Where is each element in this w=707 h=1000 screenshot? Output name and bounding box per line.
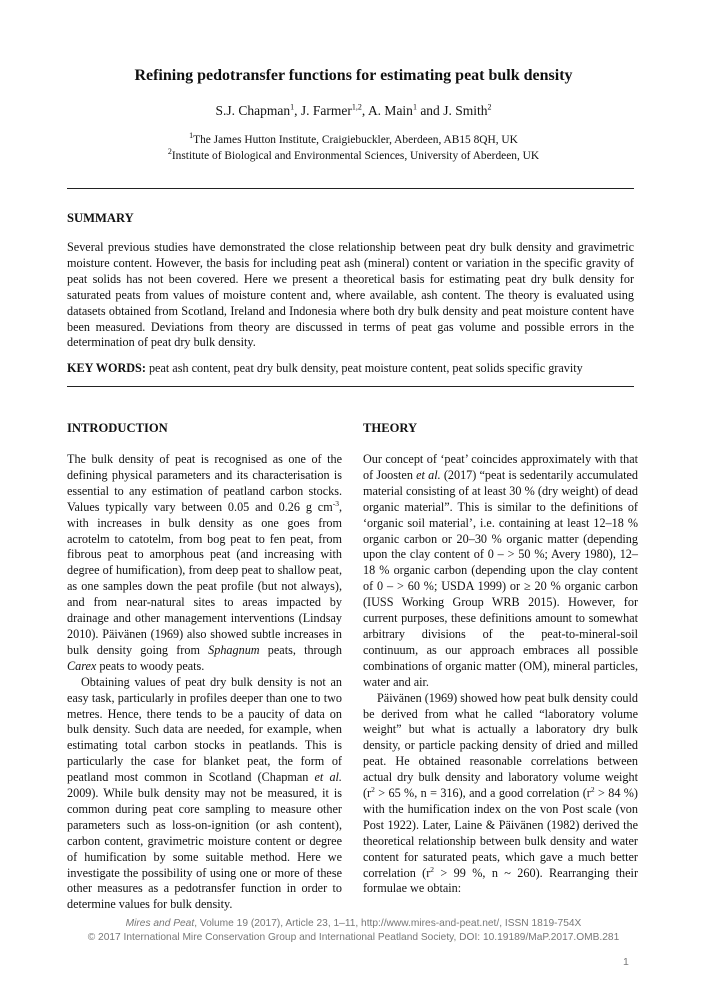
keywords-text: peat ash content, peat dry bulk density, peat moisture content, peat solids specific gravity [148, 361, 583, 375]
bottom-divider [67, 386, 634, 387]
author-separator: and [416, 103, 444, 118]
superscript: -3 [332, 498, 339, 508]
paper-title: Refining pedotransfer functions for estimating peat bulk density [134, 67, 573, 84]
footer-citation-text: , Volume 19 (2017), Article 23, 1–11, http://www.mires-and-peat.net/, ISSN 1819-754X [194, 918, 582, 929]
text-run: , with increases in bulk density as one goes from acrotelm to catotelm, from bog peat to fen peat, from fibrous peat to amorphous peat (and increasing with degree of humification), from deep peat to shallow peat, as one samples down the peat profile (but not always), and from near-natural sites to areas impacted by drainage and other management interventions (Lindsay 2010). Päivänen (1969) also showed subtle increases in bulk density going from [67, 499, 342, 657]
author-separator: , [294, 103, 301, 118]
text-run: > 99 %, n ~ 260). Rearranging their formulae we obtain: [363, 865, 639, 896]
footer-citation [0, 917, 707, 931]
text-run: Obtaining values of peat dry bulk density is not an easy task, particularly in profiles deeper than one to two metres. Hence, there tends to be a paucity of data on bulk density. Such data are needed, for example, when estimating total carbon stocks in peatlands. This is particularly the case for blanket peat, the form of peatland most common in Scotland (Chapman [67, 674, 342, 785]
keywords [67, 361, 634, 376]
theory-paragraph-2 [363, 691, 638, 898]
introduction-paragraph-2 [67, 675, 342, 914]
affiliation-2-sup: 2 [167, 147, 172, 157]
text-run: Our concept of ‘peat’ coincides approximately with that of Joosten [363, 452, 638, 482]
author-separator: , [361, 103, 368, 118]
text-run: Päivänen (1969) showed how peat bulk density could be derived from what he called “laboratory volume weight” but what is actually a laboratory dry bulk density, or particle packing density of dried and milled peat. He obtained reasonable correlations between actual dry bulk density and laboratory volume weight (r [363, 690, 638, 801]
footer-journal: Mires and Peat [125, 918, 195, 929]
author-affiliation-sup: 2 [487, 102, 492, 112]
author-affiliation-sup: 1,2 [351, 102, 362, 112]
introduction-heading: INTRODUCTION [67, 421, 168, 435]
italic-text: Sphagnum [208, 642, 260, 657]
text-run: > 65 %, n = 316), and a good correlation (r [374, 786, 591, 801]
page-footer [0, 917, 707, 945]
affiliation-1-sup: 1 [189, 131, 194, 141]
affiliation-2-text: Institute of Biological and Environmental Sciences, University of Aberdeen, UK [171, 150, 540, 162]
text-run: peats, through [259, 642, 342, 657]
summary-text: Several previous studies have demonstrated the close relationship between peat dry bulk density and gravimetric moisture content. However, the basis for including peat ash (mineral) content or variation in the specific gravity of peat solids has not been covered. Here we present a theoretical basis for estimating peat dry bulk density for saturated peats from values of moisture content and, where available, ash content. The theory is evaluated using datasets obtained from Scotland, Ireland and Indonesia where both dry bulk density and peat moisture content have been measured. Deviations from theory are discussed in terms of peat gas volume and possible errors in the determination of peat dry bulk density. [67, 240, 634, 350]
text-run: (2017) “peat is sedentarily accumulated material consisting of at least 30 % (dry weight) of dead organic material”. This is similar to the definitions of ‘organic soil material’, i.e. containing at least 12–18 % organic carbon or 20–30 % organic matter (depending upon the clay content of 0 – > 50 %; Avery 1980), 12–18 % organic carbon (depending upon the clay content of 0 – > 60 %; USDA 1999) or ≥ 20 % organic carbon (IUSS Working Group WRB 2015). However, for current purposes, these definitions amount to somewhat arbitrary divisions of the peat-to-mineral-soil continuum, as our approach embraces all possible combinations of organic matter (OM), mineral particles, water and air. [363, 467, 638, 689]
italic-text: et al. [416, 467, 441, 482]
author-list [0, 103, 707, 119]
text-run: peats to woody peats. [96, 658, 205, 673]
author-affiliation-sup: 1 [290, 102, 295, 112]
footer-copyright: © 2017 International Mire Conservation Group and International Peatland Society, DOI: 10.19189/MaP.2017.OMB.281 [87, 932, 620, 943]
text-run: The bulk density of peat is recognised as one of the defining physical parameters and its characterisation is essential to any estimation of peatland carbon stocks. Values typically vary between 0.05 and 0.26 g cm [67, 452, 342, 514]
top-divider [67, 188, 634, 189]
author-affiliation-sup: 1 [412, 102, 417, 112]
affiliation-2 [0, 149, 707, 164]
text-run: 2009). While bulk density may not be measured, it is common during peat core sampling to measure other parameters such as loss-on-ignition (or ash content), carbon content, gravimetric moisture content or degree of humification by some suitable method. Here we investigate the possibility of using one or more of these other measures as a pedotransfer function in order to determine values for bulk density. [67, 786, 342, 912]
author-name: J. Smith [443, 103, 488, 118]
author-name: A. Main [367, 103, 413, 118]
keywords-label: KEY WORDS: [67, 361, 146, 375]
page-number: 1 [623, 956, 629, 968]
summary-heading: SUMMARY [67, 211, 134, 225]
affiliation-1 [0, 133, 707, 148]
superscript: 2 [371, 784, 375, 794]
affiliation-1-text: The James Hutton Institute, Craigiebuckler, Aberdeen, AB15 8QH, UK [193, 134, 518, 146]
theory-paragraph-1 [363, 452, 638, 691]
author-name: S.J. Chapman [215, 103, 291, 118]
italic-text: Carex [67, 658, 97, 673]
superscript: 2 [590, 784, 595, 794]
superscript: 2 [430, 864, 435, 874]
introduction-column [67, 452, 342, 913]
author-name: J. Farmer [300, 103, 352, 118]
italic-text: et al. [314, 770, 342, 785]
theory-heading: THEORY [363, 421, 418, 435]
introduction-paragraph-1 [67, 452, 342, 675]
theory-column [363, 452, 638, 897]
text-run: > 84 %) with the humification index on the von Post scale (von Post 1922). Later, Laine & Päivänen (1982) derived the theoretical relationship between bulk density and water content for saturated peats, which gave a much better correlation (r [363, 786, 638, 880]
